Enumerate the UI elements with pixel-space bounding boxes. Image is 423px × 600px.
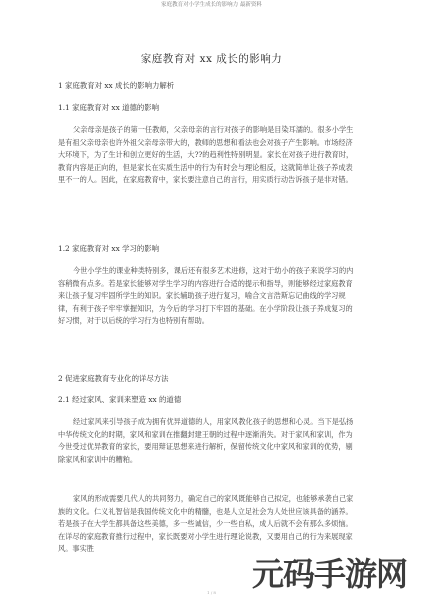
subsection-heading-1-2: 1.2 家庭教育对 xx 学习的影响 <box>58 244 160 253</box>
subsection-heading-2-1: 2.1 经过家风、家训来塑造 xx 的道德 <box>58 395 182 404</box>
document-title: 家庭教育对 xx 成长的影响力 <box>140 53 283 65</box>
subsection-heading-1-1: 1.1 家庭教育对 xx 道德的影响 <box>58 103 160 112</box>
paragraph-family-culture <box>58 493 358 556</box>
section-heading-2: 2 促进家庭教育专业化的详尽方法 <box>58 374 169 383</box>
site-watermark: 元码手游网 <box>252 549 407 595</box>
section-heading-1: 1 家庭教育对 xx 成长的影响力解析 <box>58 81 175 90</box>
paragraph-text: 今世小学生的课业种类特别多，课后还有很多艺术进修，这对于幼小的孩子来说学习的内容稍微有点多。若是家长能够对学生学习的内容进行合适的提示和指导，则能够经过家庭教育来让孩子复习牢固所学生的知识。家长辅助孩子进行复习，喻合文言浩斯忘记曲线的学习规律，有利于孩子牢牢掌握知识，为今后的学习打下牢固的基础。在小学阶段让孩子养成复习的好习惯，对于以后统的学习行为也特别有帮助。 <box>58 266 354 326</box>
paragraph-family-tradition <box>58 416 358 466</box>
paragraph-text: 家风的形成需要几代人的共同努力，确定自己的家风既能够自己拟定，也能够承袭自己家族的文化。仁义礼智信是我国传统文化中的精髓，也是人立足社会为人处世应该具备的涵养。若是孩子在大学生都具备这些美德，多一些诚信，少一些自私，成人后就不会有那么多烦恼。在详尽的家庭教育推行过程中，家长既要对小学生进行理论说教，又要用自己的行为来展现家风。事实胜 <box>58 494 354 554</box>
page-header: 家庭教育对小学生成长的影响力 最新资料 <box>161 2 262 8</box>
paragraph-study-influence <box>58 265 358 328</box>
paragraph-text: 经过家风来引导孩子成为拥有优异道德的人，用家风教化孩子的思想和心灵。当下是弘扬中华传统文化的时期，家风和家训在推翻封建王朝的过程中逐渐消失。对于家风和家训，作为今世受过优异教育的家长，要用辩证思想来进行解析，保留传统文化中家风和家训的优势，剔除家风和家训中的糟粕。 <box>58 417 354 464</box>
paragraph-moral-influence <box>58 124 358 187</box>
paragraph-text: 父亲母亲是孩子的第一任教师，父亲母亲的言行对孩子的影响是目染耳濡的。很多小学生是有祖父亲母亲也许外祖父亲母亲带大的，教师的思想和看法也会对孩子产生影响。市场经济大环境下，为了生计和创立更好的生活，大??的趋利性特别明显。家长在对孩子进行教育时，教育内容是正向的，但是家长在实质生活中的行为有时会与理论相反，这就简单让孩子养成表里不一的人。因此，在家庭教育中，家长要注意自己的言行，用实质行动告诉孩子是非对错。 <box>58 125 354 185</box>
page-number: 1 / 8 <box>207 590 216 595</box>
